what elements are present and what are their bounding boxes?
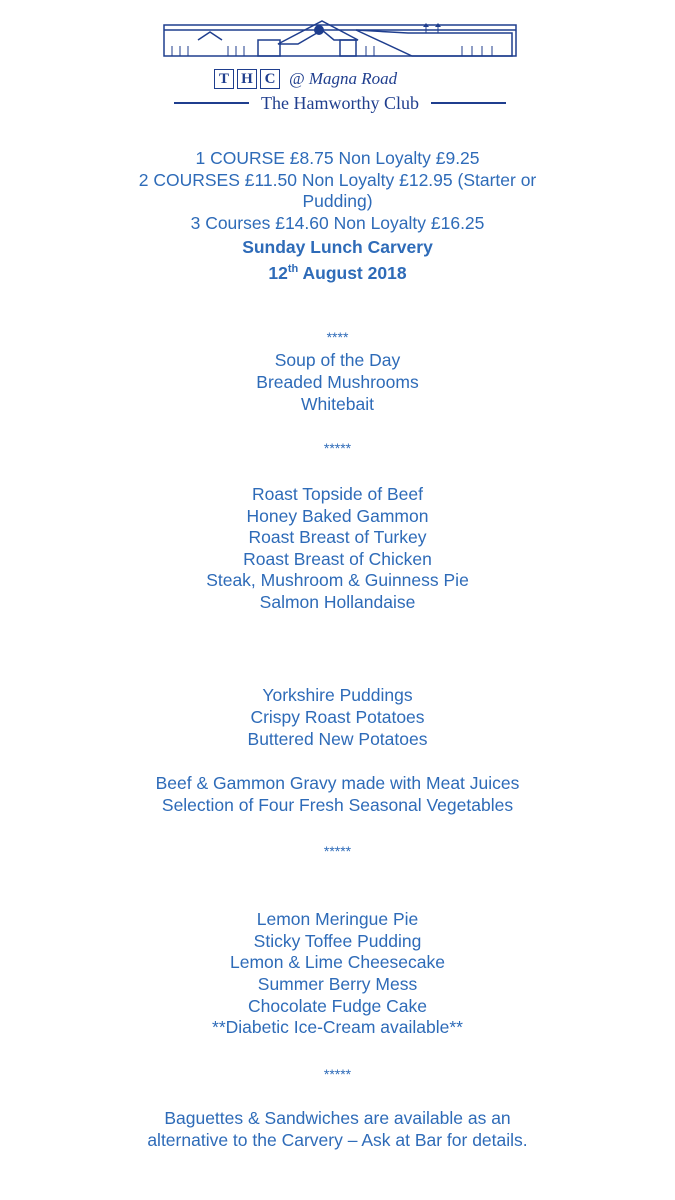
divider-left — [174, 102, 249, 104]
menu-date — [0, 258, 675, 284]
side-item: Crispy Roast Potatoes — [250, 707, 425, 727]
date-rest: August 2018 — [298, 262, 407, 283]
brand-letter-t: T — [214, 69, 234, 89]
date-day: 12 — [268, 262, 288, 283]
date-suffix: th — [287, 263, 299, 275]
main-item: Steak, Mushroom & Guinness Pie — [206, 570, 469, 590]
brand-letter-c: C — [260, 69, 280, 89]
club-name: The Hamworthy Club — [261, 92, 419, 113]
separator-mains: ***** — [323, 440, 352, 456]
separator-desserts: ***** — [323, 843, 352, 859]
dessert-item: Lemon Meringue Pie — [256, 909, 419, 929]
separator-starters: **** — [326, 329, 349, 345]
main-item: Roast Topside of Beef — [252, 484, 423, 504]
dessert-item: Lemon & Lime Cheesecake — [230, 952, 445, 972]
main-item: Salmon Hollandaise — [259, 592, 416, 612]
side-item: Buttered New Potatoes — [247, 729, 428, 749]
main-item: Roast Breast of Turkey — [248, 527, 427, 547]
divider-right — [431, 102, 506, 104]
price-two-courses: 2 COURSES £11.50 Non Loyalty £12.95 (Starter or — [138, 170, 537, 190]
main-item: Roast Breast of Chicken — [243, 549, 432, 569]
brand-location: @ Magna Road — [289, 69, 398, 88]
dessert-note: **Diabetic Ice-Cream available** — [212, 1017, 463, 1037]
brand-letter-h: H — [237, 69, 257, 89]
dessert-item: Summer Berry Mess — [257, 974, 418, 994]
side-item: Yorkshire Puddings — [262, 685, 413, 705]
dessert-item: Chocolate Fudge Cake — [248, 996, 427, 1016]
brand-lockup — [214, 68, 397, 90]
starter-item: Whitebait — [301, 394, 374, 414]
main-item: Honey Baked Gammon — [246, 506, 429, 526]
extra-item: Selection of Four Fresh Seasonal Vegetables — [161, 795, 514, 815]
footer-note: Baguettes & Sandwiches are available as an — [164, 1108, 511, 1128]
extra-item: Beef & Gammon Gravy made with Meat Juices — [155, 773, 520, 793]
starter-item: Soup of the Day — [274, 350, 401, 370]
club-name-row — [162, 92, 518, 114]
starter-item: Breaded Mushrooms — [256, 372, 419, 392]
separator-footer: ***** — [323, 1066, 352, 1082]
price-two-courses-cont: Pudding) — [302, 191, 373, 211]
price-one-course: 1 COURSE £8.75 Non Loyalty £9.25 — [195, 148, 480, 168]
dessert-item: Sticky Toffee Pudding — [253, 931, 422, 951]
menu-title: Sunday Lunch Carvery — [242, 237, 433, 257]
price-three-courses: 3 Courses £14.60 Non Loyalty £16.25 — [190, 213, 485, 233]
footer-note: alternative to the Carvery – Ask at Bar for details. — [147, 1130, 528, 1150]
